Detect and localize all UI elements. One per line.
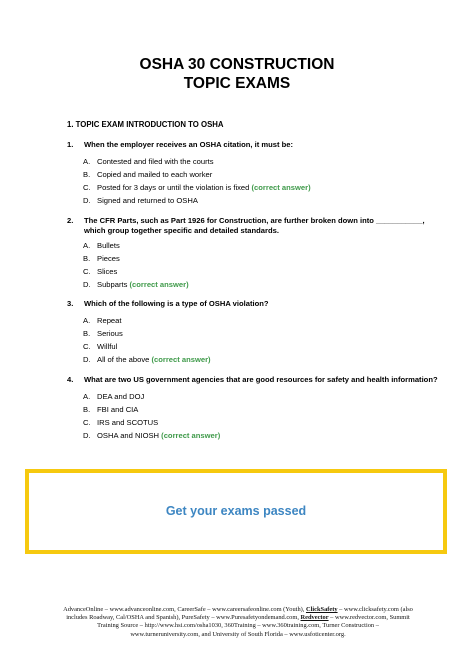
option-letter: A.: [83, 316, 91, 325]
question-number: 4.: [67, 375, 74, 384]
option-text: All of the above: [97, 355, 150, 364]
option-text: Signed and returned to OSHA: [97, 196, 198, 205]
question-number: 2.: [67, 216, 74, 225]
option-text: Contested and filed with the courts: [97, 157, 214, 166]
option-letter: C.: [83, 418, 91, 427]
question-text: The CFR Parts, such as Part 1926 for Construction, are further broken down into ___________, which group together specific and detailed standards.: [84, 216, 425, 235]
option-text: Slices: [97, 267, 118, 276]
option-letter: B.: [83, 170, 91, 179]
option-text: Pieces: [97, 254, 120, 263]
option-letter: B.: [83, 254, 91, 263]
question-text: Which of the following is a type of OSHA violation?: [84, 299, 269, 308]
option-letter: A.: [83, 157, 91, 166]
question-text: When the employer receives an OSHA citation, it must be:: [84, 140, 294, 149]
footer-text-3: – www.redvector.com, Summit Training Source – http://www.hsi.com/osha1030, 360Training – www.360training.com, Turner Construction – www.turneruniversity.com, and University of South Florida – www.usfoticenter.org.: [97, 614, 410, 638]
option-text: DEA and DOJ: [97, 392, 145, 401]
question-number: 3.: [67, 299, 74, 308]
clicksafety-link[interactable]: ClickSafety: [305, 606, 338, 613]
correct-answer-label: (correct answer): [151, 355, 211, 364]
document-title: [0, 55, 474, 93]
option-letter: A.: [83, 241, 91, 250]
option-text: Serious: [97, 329, 123, 338]
option-text: Bullets: [97, 241, 120, 250]
option-letter: C.: [83, 342, 91, 351]
correct-answer-label: (correct answer): [129, 280, 189, 289]
option-letter: D.: [83, 355, 91, 364]
section-heading: 1. TOPIC EXAM INTRODUCTION TO OSHA: [67, 120, 224, 129]
title-line-1: OSHA 30 CONSTRUCTION: [139, 56, 335, 73]
option-letter: B.: [83, 329, 91, 338]
option-letter: D.: [83, 280, 91, 289]
option-text: Repeat: [97, 316, 122, 325]
option-text: IRS and SCOTUS: [97, 418, 159, 427]
option-text: Posted for 3 days or until the violation is fixed: [97, 183, 250, 192]
redvector-link[interactable]: Redvector: [300, 614, 329, 622]
option-text: Willful: [97, 342, 118, 351]
option-text: Copied and mailed to each worker: [97, 170, 213, 179]
option-letter: D.: [83, 196, 91, 205]
correct-answer-label: (correct answer): [251, 183, 311, 192]
option-letter: B.: [83, 405, 91, 414]
question-text: What are two US government agencies that are good resources for safety and health information?: [84, 375, 438, 384]
correct-answer-label: (correct answer): [161, 431, 221, 440]
footer-text-1: AdvanceOnline – www.advanceonline.com, CareerSafe – www.careersafeonline.com (Youth),: [63, 606, 306, 613]
option-letter: A.: [83, 392, 91, 401]
option-text: OSHA and NIOSH: [97, 431, 160, 440]
option-text: FBI and CIA: [97, 405, 139, 414]
option-letter: D.: [83, 431, 91, 440]
option-letter: C.: [83, 183, 91, 192]
promo-banner[interactable]: [25, 469, 447, 554]
option-text: Subparts: [97, 280, 128, 289]
footer-text-2: – www.clicksafety.com (also includes Roadway, Cal/OSHA and Spanish), PureSafety – www.Puresafetyondemand.com,: [66, 606, 413, 622]
footer-providers: [62, 606, 414, 639]
option-letter: C.: [83, 267, 91, 276]
title-line-2: TOPIC EXAMS: [183, 75, 291, 92]
question-number: 1.: [67, 140, 74, 149]
banner-link[interactable]: Get your exams passed: [165, 504, 307, 518]
